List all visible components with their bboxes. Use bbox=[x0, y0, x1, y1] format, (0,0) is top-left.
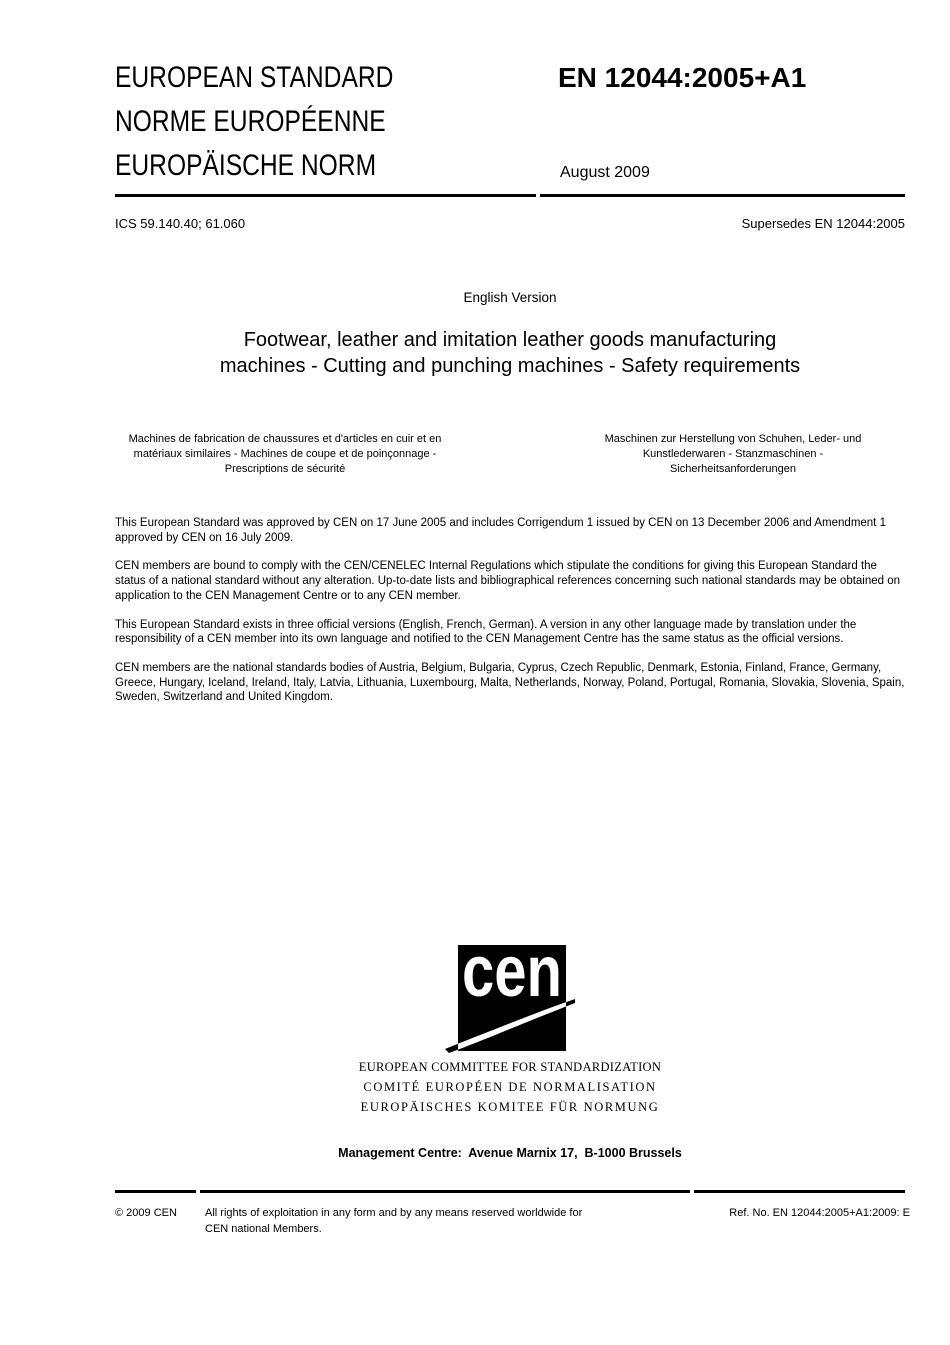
standard-number: EN 12044:2005+A1 bbox=[558, 62, 807, 93]
svg-text:cen: cen bbox=[462, 937, 562, 1012]
header-rule-right bbox=[540, 194, 905, 197]
header-title-fr: NORME EUROPÉENNE bbox=[115, 105, 386, 138]
document-title-german: Maschinen zur Herstellung von Schuhen, Leder- und Kunstlederwaren - Stanzmaschinen - Sicherheitsanforderungen bbox=[604, 433, 862, 475]
document-title-english: Footwear, leather and imitation leather goods manufacturing machines - Cutting and punching machines - Safety requirements bbox=[219, 329, 801, 377]
copyright-notice: © 2009 CEN bbox=[115, 1207, 177, 1219]
header-rule-left bbox=[115, 194, 536, 197]
supersedes-note: Supersedes EN 12044:2005 bbox=[741, 216, 905, 231]
paragraph-approval: This European Standard was approved by CEN on 17 June 2005 and includes Corrigendum 1 issued by CEN on 13 December 2006 and Amendment 1 approved by CEN on 16 July 2009. bbox=[115, 517, 886, 544]
meta-row bbox=[115, 216, 905, 232]
cen-logo-icon bbox=[445, 937, 625, 1062]
bilingual-titles bbox=[115, 432, 905, 477]
header-titles bbox=[115, 56, 455, 188]
paragraph-members: CEN members are the national standards bodies of Austria, Belgium, Bulgaria, Cyprus, Czech Republic, Denmark, Estonia, Finland, France, Germany, Greece, Hungary, Iceland, Ireland, Italy, Latvia, Lithuania, Luxembourg, Malta, Netherlands, Norway, Poland, Portugal, Romania, Slovakia, Slovenia, Spain, Sweden, Switzerland and United Kingdom. bbox=[115, 661, 905, 704]
header-title-de: EUROPÄISCHE NORM bbox=[115, 149, 377, 182]
body-paragraphs bbox=[115, 516, 905, 719]
reference-number: Ref. No. EN 12044:2005+A1:2009: E bbox=[729, 1207, 910, 1219]
document-title-french: Machines de fabrication de chaussures et d'articles en cuir et en matériaux similaires - Machines de coupe et de poinçonnage - Prescriptions de sécurité bbox=[128, 433, 442, 475]
publication-date: August 2009 bbox=[560, 164, 650, 181]
footer-rule-right bbox=[694, 1190, 905, 1193]
committee-name-en: EUROPEAN COMMITTEE FOR STANDARDIZATION bbox=[358, 1060, 662, 1074]
header-title-en: EUROPEAN STANDARD bbox=[115, 61, 394, 94]
paragraph-versions: This European Standard exists in three official versions (English, French, German). A version in any other language made by translation under the responsibility of a CEN member into its own language and notified to the CEN Management Centre has the same status as the official versions. bbox=[115, 618, 857, 646]
ics-code: ICS 59.140.40; 61.060 bbox=[115, 216, 246, 231]
committee-name-fr: COMITÉ EUROPÉEN DE NORMALISATION bbox=[363, 1080, 657, 1094]
footer-rule-middle bbox=[200, 1190, 690, 1193]
version-label: English Version bbox=[463, 290, 557, 305]
rights-statement: All rights of exploitation in any form and by any means reserved worldwide for CEN national Members. bbox=[205, 1207, 583, 1235]
footer-rule-left bbox=[115, 1190, 196, 1193]
committee-name-de: EUROPÄISCHES KOMITEE FÜR NORMUNG bbox=[360, 1100, 660, 1114]
management-centre-address: Management Centre: Avenue Marnix 17, B-1000 Brussels bbox=[338, 1146, 682, 1160]
committee-names bbox=[115, 1057, 905, 1117]
paragraph-regulations: CEN members are bound to comply with the CEN/CENELEC Internal Regulations which stipulate the conditions for giving this European Standard the status of a national standard without any alteration. Up-to-date lists and bibliographical references concerning such national standards may be obtained on application to the CEN Management Centre or to any CEN member. bbox=[115, 560, 901, 602]
